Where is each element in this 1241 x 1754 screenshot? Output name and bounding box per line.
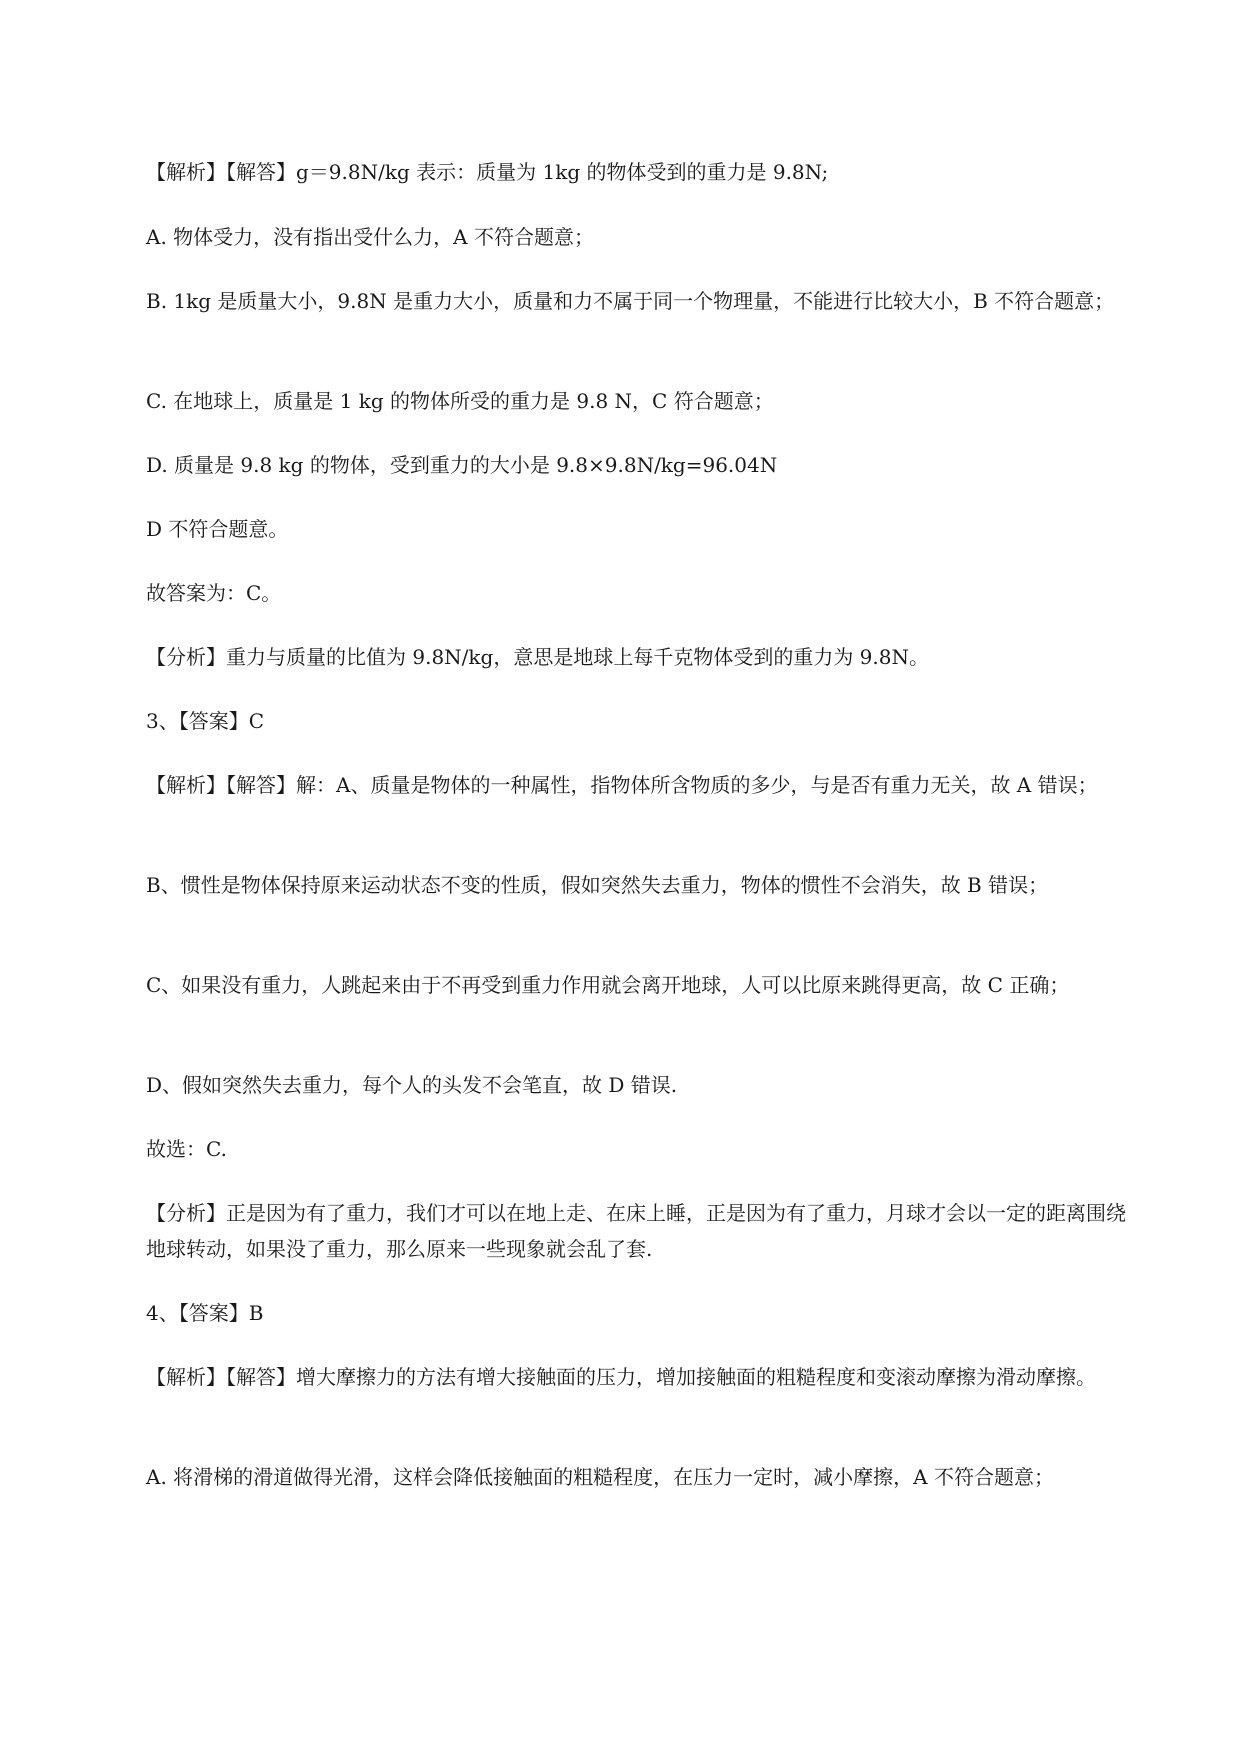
paragraph-q3-choice: 故选：C. [146,1137,227,1161]
paragraph-q4-analysis: 【解析】【解答】增大摩擦力的方法有增大接触面的压力，增加接触面的粗糙程度和变滚动摩擦为滑动摩擦。 [146,1365,1096,1389]
paragraph-analysis-summary: 【分析】重力与质量的比值为 9.8N/kg，意思是地球上每千克物体受到的重力为 9.8N。 [146,645,929,669]
paragraph-option-d: D. 质量是 9.8 kg 的物体，受到重力的大小是 9.8×9.8N/kg=96.04N [146,453,778,477]
paragraph-d-conclusion: D 不符合题意。 [146,517,289,541]
heading-question-4-answer: 4、【答案】B [146,1301,264,1325]
paragraph-q3-option-c: C、如果没有重力，人跳起来由于不再受到重力作用就会离开地球，人可以比原来跳得更高，故 C 正确； [146,973,1070,997]
heading-question-3-answer: 3、【答案】C [146,709,265,733]
paragraph-option-b: B. 1kg 是质量大小，9.8N 是重力大小，质量和力不属于同一个物理量，不能进行比较大小，B 不符合题意； [146,289,1115,313]
paragraph-option-c: C. 在地球上，质量是 1 kg 的物体所受的重力是 9.8 N，C 符合题意； [146,389,774,413]
paragraph-option-a: A. 物体受力，没有指出受什么力，A 不符合题意； [146,225,594,249]
paragraph-q3-option-d: D、假如突然失去重力，每个人的头发不会笔直，故 D 错误. [146,1073,678,1097]
paragraph-q3-option-b: B、惯性是物体保持原来运动状态不变的性质，假如突然失去重力，物体的惯性不会消失，故 B 错误； [146,873,1049,897]
paragraph-q3-option-a: 【解析】【解答】解：A、质量是物体的一种属性，指物体所含物质的多少，与是否有重力无关，故 A 错误； [146,773,1098,797]
paragraph-answer-c: 故答案为：C。 [146,581,282,605]
paragraph-q3-analysis: 【分析】正是因为有了重力，我们才可以在地上走、在床上睡，正是因为有了重力，月球才会以一定的距离围绕地球转动，如果没了重力，那么原来一些现象就会乱了套. [146,1201,1126,1261]
paragraph-q4-option-a: A. 将滑梯的滑道做得光滑，这样会降低接触面的粗糙程度，在压力一定时，减小摩擦，A 不符合题意； [146,1465,1054,1489]
paragraph-analysis-g-value: 【解析】【解答】g＝9.8N/kg 表示：质量为 1kg 的物体受到的重力是 9.8N; [146,160,829,184]
